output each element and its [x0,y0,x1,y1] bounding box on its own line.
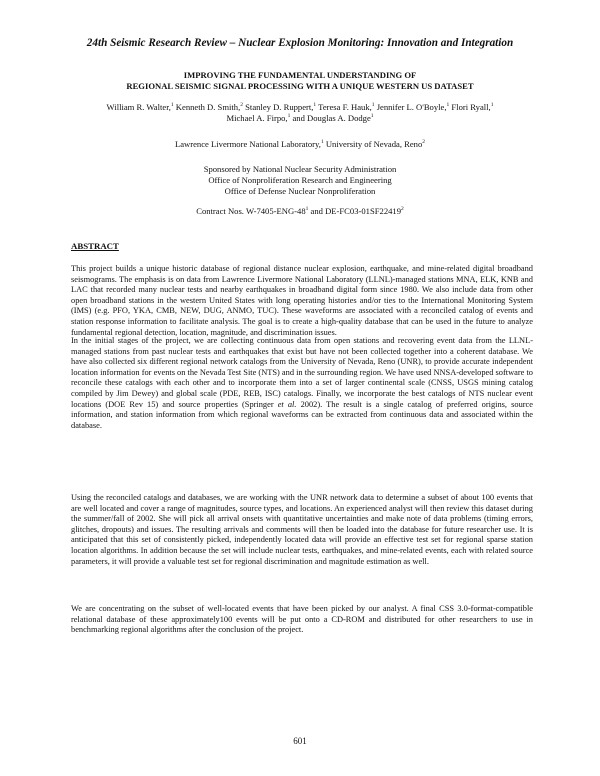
author: Stanley D. Ruppert,$^1$ [245,102,317,112]
paper-title [0,70,600,92]
title-line-1: IMPROVING THE FUNDAMENTAL UNDERSTANDING OF [183,70,417,80]
sponsor-block [0,164,600,197]
title-line-2: REGIONAL SEISMIC SIGNAL PROCESSING WITH A UNIQUE WESTERN US DATASET [126,81,474,91]
sponsor-line: Office of Nonproliferation Research and Engineering [208,175,392,185]
author: Michael A. Firpo,$^1$ [226,113,291,123]
page-number: 601 [293,736,307,746]
abstract-paragraph-3: Using the reconciled catalogs and databases, we are working with the UNR network data to determine a subset of about 100 events that are well located and cover a range of magnitudes, source types, and locations. An experienced analyst will then review this dataset during the summer/fall of 2002. She will pick all arrival onsets with quantitative uncertainties and make note of data problems (timing errors, glitches, dropouts) and issues. The resulting arrivals and comments will then be loaded into the database for future researcher use. It is anticipated that this set of consistently picked, independently located data will provide an effective test set for regional sparse station location algorithms. In addition because the set will include nuclear tests, earthquakes, and mine-related events, each with related source parameters, it will provide a valuable test set for regional discrimination and magnitude estimation as well. [71,493,533,566]
abstract-paragraph-2: In the initial stages of the project, we are collecting continuous data from open stations and recovering event data from the LLNL-managed stations from past nuclear tests and earthquakes that exist but have not been collected together into a coherent database. We have also collected six different regional network catalogs from the University of Nevada, Reno (UNR), to provide accurate independent location information for events on the Nevada Test Site (NTS) and in the surrounding region. We have used NNSA-developed software to reconcile these catalogs with each other and to incorporate them into a set of larger continental scale (CNSS, USGS mining catalog compiled by Jim Dewey) and global scale (PDE, REB, ISC) catalogs. Finally, we incorporate the best catalogs of NTS nuclear event locations (DOE Rev 15) and source properties (Springer et al. 2002). The result is a single catalog of preferred origins, source information, and station information from which regional waveforms can be extracted from continuous data and associated within the database. [71,336,533,430]
author: Jennifer L. O'Boyle,$^1$ [376,102,450,112]
author-list [60,102,540,124]
sponsor-line: Sponsored by National Nuclear Security Administration [203,164,397,174]
abstract-paragraph-1: This project builds a unique historic database of regional distance nuclear explosion, earthquake, and mine-related digital broadband seismograms. The emphasis is on data from Lawrence Livermore National Laboratory (LLNL)-managed stations MNA, ELK, KNB and LAC that recorded many nuclear tests and nearby earthquakes in broadband digital form since 1980. We also include data from other open broadband stations in the western United States with long operating histories and/or ties to the International Monitoring System (IMS) (e.g. PFO, YKA, CMB, NEW, DUG, ANMO, TUC). These waveforms are associated with a reconciled catalog of events and station response information to facilitate analysis. The goal is to create a high-quality database that can be used in the future to analyze fundamental regional detection, location, magnitude, and discrimination issues. [71,264,533,337]
author: William R. Walter,$^1$ [106,102,174,112]
abstract-paragraph-4: We are concentrating on the subset of well-located events that have been picked by our analyst. A final CSS 3.0-format-compatible relational database of these approximately100 events will be put onto a CD-ROM and distributed for other researchers to use in benchmarking regional algorithms after the conclusion of the project. [71,604,533,635]
author: and Douglas A. Dodge$^1$ [292,113,374,123]
sponsor-line: Office of Defense Nuclear Nonproliferation [224,186,376,196]
abstract-heading: ABSTRACT [71,241,119,251]
author: Flori Ryall,$^1$ [451,102,494,112]
affiliations: Lawrence Livermore National Laboratory,$^1$ University of Nevada, Reno$^2$ [174,139,426,149]
author: Kenneth D. Smith,$^2$ [175,102,243,112]
running-header: 24th Seismic Research Review – Nuclear Explosion Monitoring: Innovation and Integration [86,37,514,49]
contract-numbers: Contract Nos. $W-7405-ENG-48^1$ and DE-FC03-01SF22419$^2$ [196,206,404,216]
author: Teresa F. Hauk,$^1$ [318,102,375,112]
